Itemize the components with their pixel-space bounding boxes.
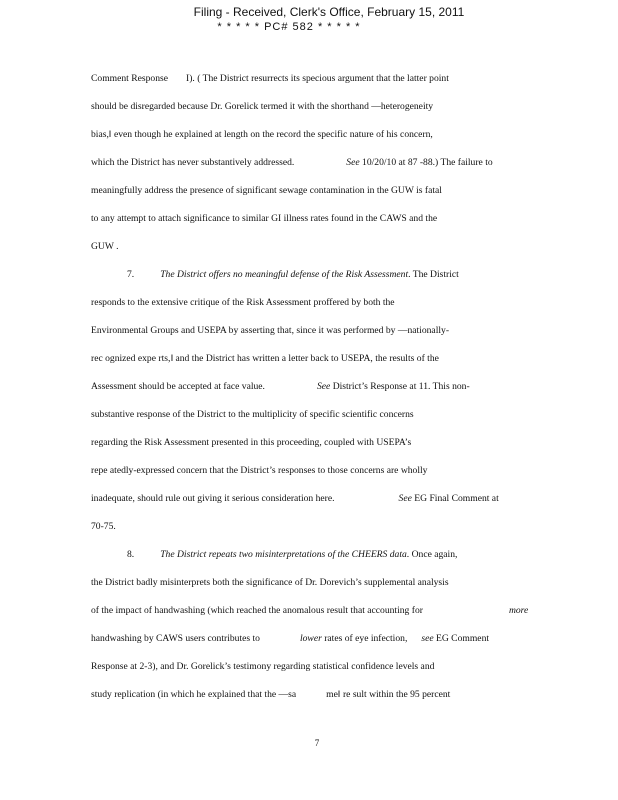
body-line: rec ognized expe rts,‖ and the District has written a letter back to USEPA, the results of the bbox=[91, 353, 439, 364]
text-segment: study replication (in which he explained that the —sa bbox=[91, 689, 297, 700]
text-segment: which the District has never substantively addressed. bbox=[91, 157, 295, 168]
body-line bbox=[91, 633, 489, 645]
body-line: regarding the Risk Assessment presented in this proceeding, coupled with USEPA’s bbox=[91, 437, 412, 448]
text-segment: Assessment should be accepted at face value. bbox=[91, 381, 265, 392]
body-line bbox=[91, 689, 450, 701]
filing-header: Filing - Received, Clerk's Office, February 15, 2011 bbox=[193, 5, 465, 19]
body-line bbox=[91, 73, 449, 85]
pc-number-header: * * * * * PC# 582 * * * * * bbox=[217, 21, 361, 33]
paragraph-number: 8. bbox=[127, 549, 135, 560]
emphasis: lower bbox=[299, 633, 322, 644]
body-line: Environmental Groups and USEPA by asserting that, since it was performed by —nationally- bbox=[91, 325, 450, 336]
body-line: Response at 2-3), and Dr. Gorelick’s testimony regarding statistical confidence levels and bbox=[91, 661, 435, 672]
body-line: the District badly misinterprets both the significance of Dr. Dorevich’s supplemental analysis bbox=[91, 577, 449, 588]
body-line bbox=[91, 493, 499, 505]
body-line: bias,‖ even though he explained at length on the record the specific nature of his concern, bbox=[91, 129, 433, 140]
citation-signal: See bbox=[316, 381, 331, 392]
text-segment: EG Final Comment at bbox=[414, 493, 499, 504]
text-segment: of the impact of handwashing (which reached the anomalous result that accounting for bbox=[91, 605, 423, 616]
body-line: responds to the extensive critique of the Risk Assessment proffered by both the bbox=[91, 297, 395, 308]
text-segment: Comment Response bbox=[91, 73, 169, 84]
body-line bbox=[91, 381, 470, 393]
paragraph-8-heading bbox=[127, 549, 457, 561]
paragraph-title: The District repeats two misinterpretations of the CHEERS data bbox=[160, 549, 407, 560]
body-line: 70-75. bbox=[91, 521, 116, 532]
text-segment: inadequate, should rule out giving it serious consideration here. bbox=[91, 493, 335, 504]
text-segment: . The District bbox=[408, 269, 459, 280]
text-segment: District’s Response at 11. This non- bbox=[332, 381, 470, 392]
citation-signal: see bbox=[421, 633, 434, 644]
body-line: meaningfully address the presence of significant sewage contamination in the GUW is fatal bbox=[91, 185, 442, 196]
text-segment: . Once again, bbox=[406, 549, 458, 560]
citation-signal: See bbox=[346, 157, 360, 168]
body-line: to any attempt to attach significance to similar GI illness rates found in the CAWS and the bbox=[91, 213, 438, 224]
body-line: repe atedly-expressed concern that the District’s responses to those concerns are wholly bbox=[91, 465, 428, 476]
body-line: should be disregarded because Dr. Gorelick termed it with the shorthand —heterogeneity bbox=[91, 101, 434, 112]
body-line bbox=[91, 157, 493, 169]
paragraph-title: The District offers no meaningful defense of the Risk Assessment bbox=[160, 269, 409, 280]
text-segment: I). ( The District resurrects its specious argument that the latter point bbox=[186, 73, 449, 84]
text-segment: me‖ re sult within the 95 percent bbox=[326, 689, 451, 700]
body-line: substantive response of the District to the multiplicity of specific scientific concerns bbox=[91, 409, 414, 420]
page-number: 7 bbox=[314, 738, 320, 748]
paragraph-number: 7. bbox=[127, 269, 135, 280]
body-line: GUW . bbox=[91, 241, 119, 252]
text-segment: 10/20/10 at 87 -88.) The failure to bbox=[362, 157, 493, 168]
paragraph-7-heading bbox=[127, 269, 459, 281]
body-line bbox=[91, 605, 528, 617]
text-segment: rates of eye infection, bbox=[324, 633, 408, 644]
emphasis: more bbox=[508, 605, 529, 616]
citation-signal: See bbox=[398, 493, 412, 504]
text-segment: handwashing by CAWS users contributes to bbox=[91, 633, 260, 644]
text-segment: EG Comment bbox=[436, 633, 490, 644]
